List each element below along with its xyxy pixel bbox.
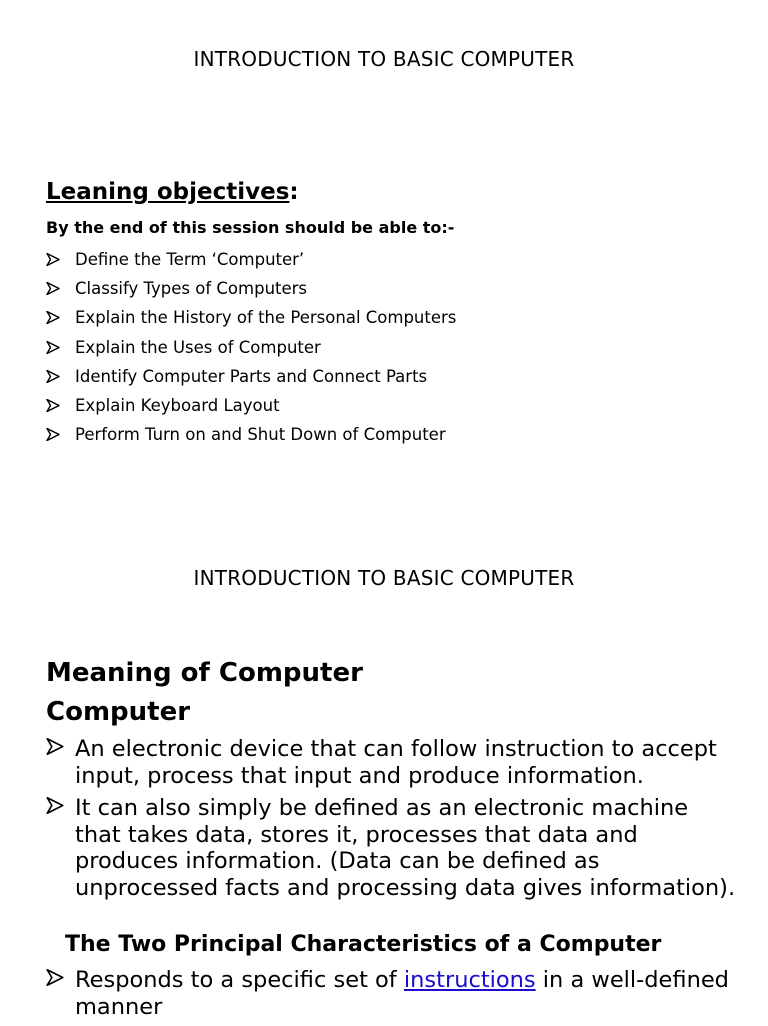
arrowhead-bullet-icon [46, 738, 75, 755]
meaning-heading: Meaning of Computer [46, 658, 363, 688]
objectives-heading [46, 179, 299, 205]
objective-text: Classify Types of Computers [75, 279, 308, 299]
characteristics-heading: The Two Principal Characteristics of a Computer [65, 932, 662, 957]
list-item [46, 736, 736, 789]
instructions-link[interactable]: instructions [403, 967, 536, 993]
objective-text: Perform Turn on and Shut Down of Computer [75, 425, 446, 445]
objective-text: Identify Computer Parts and Connect Parts [75, 366, 428, 386]
computer-heading: Computer [46, 697, 191, 727]
characteristic-text-before: Responds to a specific set of [75, 967, 404, 993]
list-item [46, 967, 736, 1020]
list-item [46, 362, 456, 391]
arrowhead-bullet-icon [46, 253, 75, 266]
slide-title-text: INTRODUCTION TO BASIC COMPUTER [193, 566, 575, 588]
list-item [46, 303, 456, 332]
list-item [46, 420, 456, 449]
arrowhead-bullet-icon [46, 797, 75, 814]
definition-text: It can also simply be defined as an electronic machine that takes data, stores it, processes that data and produces information. (Data can be defined as unprocessed facts and processing data gives information). [75, 795, 736, 901]
arrowhead-bullet-icon [46, 370, 75, 383]
objectives-list [46, 245, 456, 449]
characteristic-text-after: in a well-defined manner [75, 967, 729, 1020]
list-item [46, 795, 736, 901]
list-item [46, 333, 456, 362]
slide-title: INTRODUCTION TO BASIC COMPUTER [193, 47, 575, 71]
objectives-intro: By the end of this session should be able to:- [46, 218, 455, 237]
arrowhead-bullet-icon [46, 969, 75, 986]
list-item [46, 391, 456, 420]
objectives-heading-colon: : [289, 179, 299, 205]
objective-text: Explain Keyboard Layout [75, 396, 280, 416]
characteristics-list [46, 967, 736, 1026]
objective-text: Define the Term ‘Computer’ [75, 250, 305, 270]
arrowhead-bullet-icon [46, 341, 75, 354]
list-item [46, 274, 456, 303]
slide-title-clipped [0, 560, 768, 588]
objective-text: Explain the Uses of Computer [75, 337, 321, 357]
arrowhead-bullet-icon [46, 311, 75, 324]
arrowhead-bullet-icon [46, 282, 75, 295]
objectives-heading-text: Leaning objectives [46, 179, 290, 205]
objective-text: Explain the History of the Personal Computers [75, 308, 457, 328]
arrowhead-bullet-icon [46, 428, 75, 441]
definition-list [46, 736, 736, 907]
arrowhead-bullet-icon [46, 399, 75, 412]
definition-text: An electronic device that can follow instruction to accept input, process that input and produce information. [75, 736, 717, 789]
list-item [46, 245, 456, 274]
